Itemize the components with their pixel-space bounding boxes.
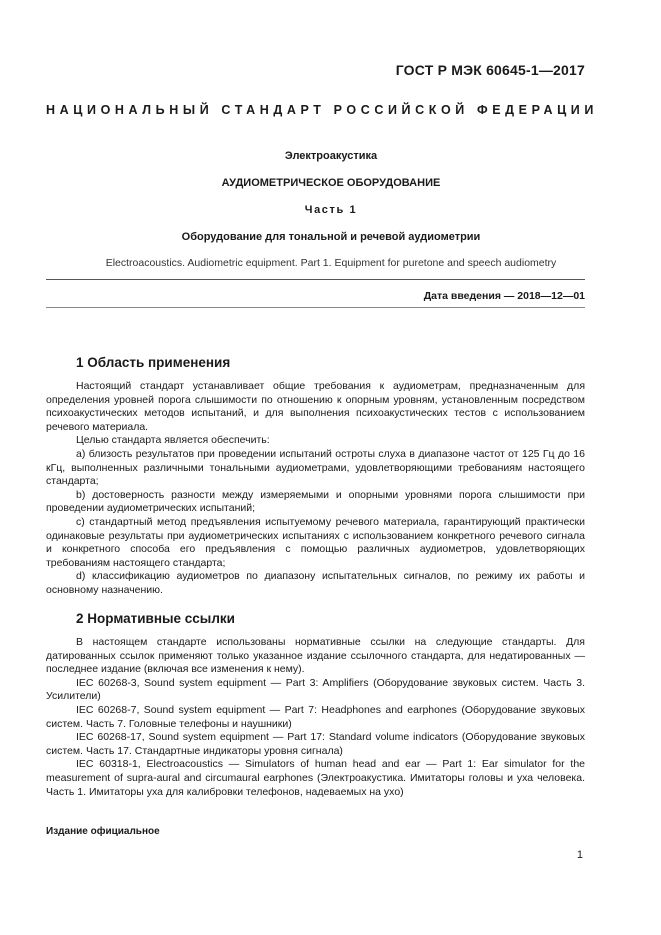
section-heading [76, 355, 585, 370]
english-title: Electroacoustics. Audiometric equipment. Part 1. Equipment for puretone and speech audiometry [105, 257, 557, 269]
list-item: d) классификацию аудиометров по диапазону испытательных сигналов, по режиму их работы и основному назначению. [46, 570, 585, 596]
list-item: c) стандартный метод предъявления испытуемому речевого материала, гарантирующий практически одинаковые результаты при аудиометрических испытаниях с использованием конкретного речевого сигнала и конкретного способа его предъявления с помощью различных аудиометров, удовлетворяющих требованиям настоящего стандарта; [46, 515, 585, 569]
reference-item: IEC 60268-7, Sound system equipment — Part 7: Headphones and earphones (Оборудование звуковых систем. Часть 7. Головные телефоны и наушники) [46, 703, 585, 730]
section-1-body [46, 380, 585, 598]
edition-label: Издание официальное [46, 826, 160, 837]
reference-item: IEC 60268-3, Sound system equipment — Part 3: Amplifiers (Оборудование звуковых систем. Часть 3. Усилители) [46, 676, 585, 703]
document-subtitle: Оборудование для тональной и речевой аудиометрии [181, 231, 481, 243]
divider [46, 279, 585, 280]
list-item: b) достоверность разности между измеряемыми и опорными уровнями порога слышимости при проведении аудиометрических испытаний; [46, 488, 585, 515]
reference-item: IEC 60268-17, Sound system equipment — Part 17: Standard volume indicators (Оборудование звуковых систем. Часть 17. Стандартные индикаторы уровня сигнала) [46, 731, 585, 757]
part-label: Часть 1 [304, 204, 358, 216]
section-2-body [46, 636, 585, 799]
introduction-date: Дата введения — 2018—12—01 [423, 290, 585, 302]
list-item: a) близость результатов при проведении испытаний остроты слуха в диапазоне частот от 125 Гц до 16 кГц, выполненных различными тональными аудиометрами, удовлетворяющими требованиям настоящего стандарта; [46, 447, 585, 488]
national-standard-heading: НАЦИОНАЛЬНЫЙ СТАНДАРТ РОССИЙСКОЙ ФЕДЕРАЦИИ [46, 103, 598, 117]
paragraph: Целью стандарта является обеспечить: [76, 434, 270, 447]
divider [46, 307, 585, 308]
document-title: АУДИОМЕТРИЧЕСКОЕ ОБОРУДОВАНИЕ [221, 177, 441, 189]
section-2-heading: 2 Нормативные ссылки [76, 611, 235, 626]
paragraph: Настоящий стандарт устанавливает общие требования к аудиометрам, предназначенным для определения уровней порога слышимости по отношению к опорным уровням, установленным посредством психоакустических методов испытаний, и для выполнения психоакустических тестов с использованием речевого материала. [46, 380, 585, 433]
section-1-heading: 1 Область применения [76, 355, 231, 370]
reference-item: IEC 60318-1, Electroacoustics — Simulators of human head and ear — Part 1: Ear simulator for the measurement of supra-aural and circumaural earphones (Электроакустика. Имитаторы головы и уха человека. Часть 1. Имитаторы уха для калибровки телефонов, надеваемых на ухо) [46, 758, 585, 798]
field-name: Электроакустика [284, 150, 378, 162]
document-code: ГОСТ Р МЭК 60645-1—2017 [395, 62, 585, 78]
paragraph: В настоящем стандарте использованы нормативные ссылки на следующие стандарты. Для датированных ссылок применяют только указанное издание ссылочного стандарта, для недатированных — последнее издание (включая все изменения к нему). [46, 636, 585, 676]
page-number: 1 [576, 849, 583, 861]
section-heading [76, 611, 585, 626]
